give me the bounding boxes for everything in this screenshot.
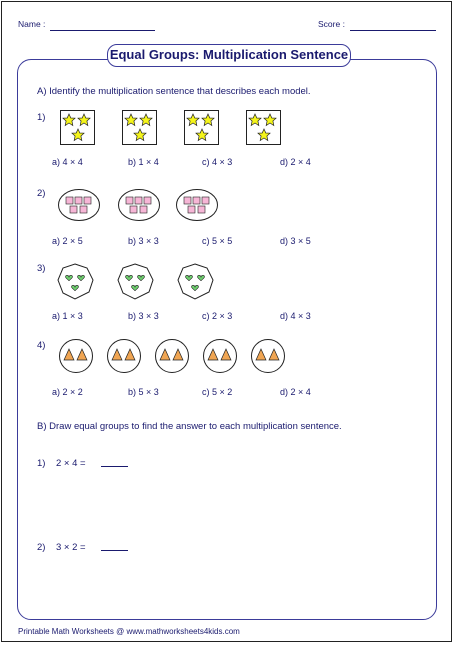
problem-2-number: 2): [37, 188, 46, 199]
score-label: Score :: [318, 19, 345, 29]
star-group-3: [185, 111, 219, 145]
problem-1-option-a[interactable]: a) 4 × 4: [52, 157, 83, 167]
square-group-2: [119, 190, 160, 221]
name-label: Name :: [18, 19, 46, 29]
problem-b1-sentence: 2 × 4 =: [56, 458, 86, 469]
problem-2-option-d[interactable]: d) 3 × 5: [280, 236, 311, 246]
square-icon: [193, 197, 200, 204]
footer-credit: Printable Math Worksheets @ www.mathworksheets4kids.com: [18, 627, 240, 636]
square-icon: [80, 206, 87, 213]
problem-1-number: 1): [37, 112, 46, 123]
problem-4-option-d[interactable]: d) 2 × 4: [280, 387, 311, 397]
problem-3-option-a[interactable]: a) 1 × 3: [52, 311, 83, 321]
square-icon: [188, 206, 195, 213]
square-icon: [66, 197, 73, 204]
name-field[interactable]: [50, 30, 155, 31]
score-field[interactable]: [350, 30, 436, 31]
square-group-1: [59, 190, 100, 221]
section-b-instruction: B) Draw equal groups to find the answer to each multiplication sentence.: [37, 421, 342, 432]
section-a-instruction: A) Identify the multiplication sentence that describes each model.: [37, 86, 311, 97]
problem-2-option-a[interactable]: a) 2 × 5: [52, 236, 83, 246]
star-group-1: [61, 111, 95, 145]
problem-b2-answer-blank[interactable]: [101, 550, 128, 551]
triangle-group-1: [60, 340, 93, 373]
triangle-group-4: [204, 340, 237, 373]
problem-1-option-b[interactable]: b) 1 × 4: [128, 157, 159, 167]
square-icon: [70, 206, 77, 213]
problem-3-option-c[interactable]: c) 2 × 3: [202, 311, 233, 321]
triangle-group-5: [252, 340, 285, 373]
problem-4-option-b[interactable]: b) 5 × 3: [128, 387, 159, 397]
square-icon: [135, 197, 142, 204]
triangle-group-3: [156, 340, 189, 373]
square-icon: [144, 197, 151, 204]
star-group-4: [247, 111, 281, 145]
square-icon: [126, 197, 133, 204]
problem-3-number: 3): [37, 263, 46, 274]
problem-b1-number: 1): [37, 458, 46, 469]
heart-group-1: [58, 264, 93, 299]
star-group-2: [123, 111, 157, 145]
heart-group-2: [118, 264, 153, 299]
square-icon: [84, 197, 91, 204]
problem-1-option-d[interactable]: d) 2 × 4: [280, 157, 311, 167]
problem-4-option-c[interactable]: c) 5 × 2: [202, 387, 233, 397]
problem-3-option-d[interactable]: d) 4 × 3: [280, 311, 311, 321]
square-icon: [198, 206, 205, 213]
worksheet-title: Equal Groups: Multiplication Sentence: [107, 44, 351, 67]
square-icon: [140, 206, 147, 213]
problem-1-model: [60, 110, 370, 150]
heart-group-3: [178, 264, 213, 299]
square-group-3: [177, 190, 218, 221]
square-icon: [75, 197, 82, 204]
problem-3-option-b[interactable]: b) 3 × 3: [128, 311, 159, 321]
problem-b1-answer-blank[interactable]: [101, 466, 128, 467]
problem-2-model: [58, 188, 258, 224]
square-icon: [202, 197, 209, 204]
problem-4-option-a[interactable]: a) 2 × 2: [52, 387, 83, 397]
problem-b2-sentence: 3 × 2 =: [56, 542, 86, 553]
problem-3-model: [58, 262, 228, 302]
triangle-group-2: [108, 340, 141, 373]
problem-4-number: 4): [37, 340, 46, 351]
problem-2-option-c[interactable]: c) 5 × 5: [202, 236, 233, 246]
square-icon: [184, 197, 191, 204]
problem-1-option-c[interactable]: c) 4 × 3: [202, 157, 233, 167]
problem-2-option-b[interactable]: b) 3 × 3: [128, 236, 159, 246]
problem-b2-number: 2): [37, 542, 46, 553]
square-icon: [130, 206, 137, 213]
problem-4-model: [59, 339, 299, 375]
